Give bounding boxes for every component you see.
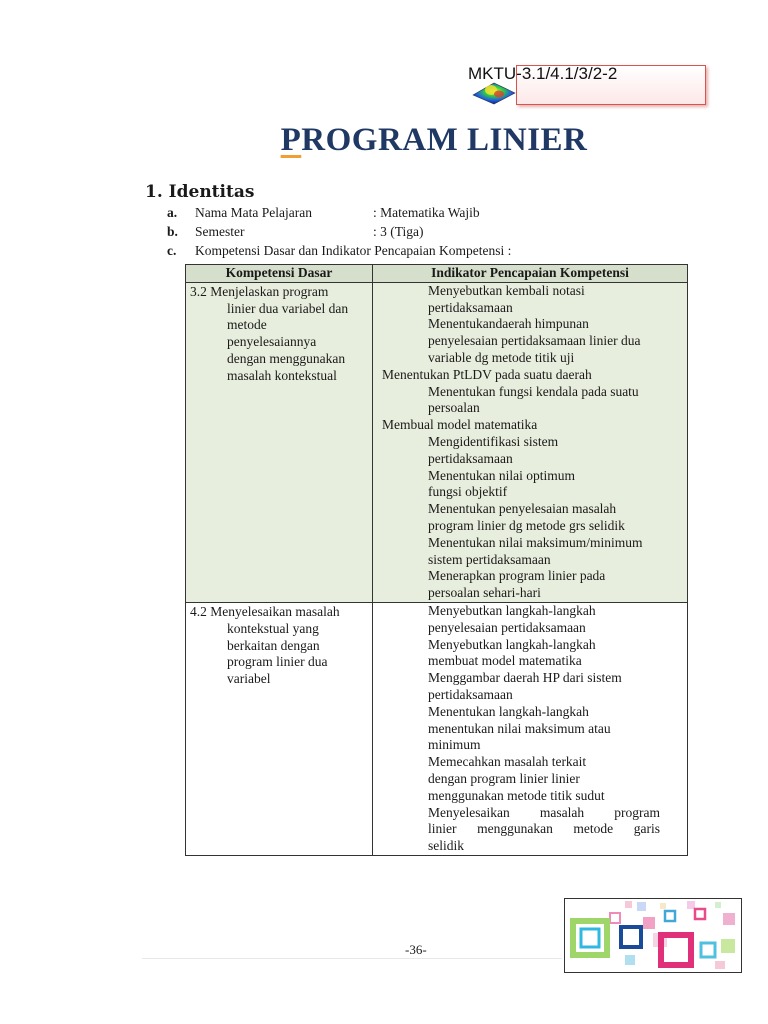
indicator-line: membuat model matematika xyxy=(428,653,582,669)
indicator-line: Menyebutkan kembali notasi xyxy=(428,282,585,298)
indicator-line: menggunakan metode titik sudut xyxy=(428,787,605,803)
indicator-line: Menentukandaerah himpunan xyxy=(428,316,589,332)
indicator-line: pertidaksamaan xyxy=(428,450,513,466)
kd-line: metode xyxy=(227,317,267,333)
identity-item-b xyxy=(167,224,424,240)
indicator-line: dengan program linier linier xyxy=(428,770,580,786)
table-row xyxy=(186,602,688,855)
item-letter: b. xyxy=(167,224,178,239)
footer-divider xyxy=(142,958,562,959)
indicator-line: variable dg metode titik uji xyxy=(428,349,575,365)
item-label: Nama Mata Pelajaran xyxy=(195,205,312,220)
section-heading: 1. Identitas xyxy=(145,182,255,202)
indicator-cell xyxy=(373,602,688,855)
indicator-line: Menyebutkan langkah-langkah xyxy=(428,602,596,618)
indicator-line: pertidaksamaan xyxy=(428,299,513,315)
indicator-line: Menerapkan program linier pada xyxy=(428,568,606,584)
document-code: MKTU-3.1/4.1/3/2-2 xyxy=(468,64,618,83)
item-letter: c. xyxy=(167,243,177,258)
indicator-line: selidik xyxy=(428,838,464,854)
identity-item-c xyxy=(167,243,511,259)
kd-line: 4.2 Menyelesaikan masalah xyxy=(190,603,340,619)
indicator-line: Menentukan nilai maksimum/minimum xyxy=(428,534,643,550)
indicator-line: Menyelesaikan masalah program xyxy=(428,804,660,820)
indicator-line: Membual model matematika xyxy=(382,417,538,433)
kd-cell xyxy=(186,602,373,855)
indicator-line: penyelesaian pertidaksamaan linier dua xyxy=(428,333,641,349)
page-number: -36- xyxy=(405,942,427,957)
indicator-line: Mengidentifikasi sistem xyxy=(428,433,559,449)
kd-line: linier dua variabel dan xyxy=(227,300,349,316)
indicator-line: menentukan nilai maksimum atau xyxy=(428,720,611,736)
kd-line: program linier dua xyxy=(227,654,328,670)
indicator-line: minimum xyxy=(428,737,481,753)
indicator-cell xyxy=(373,282,688,602)
title-first-letter: P xyxy=(280,122,302,158)
indicator-line: Menyebutkan langkah-langkah xyxy=(428,636,596,652)
kd-line: penyelesaiannya xyxy=(227,334,317,350)
header-kompetensi-dasar: Kompetensi Dasar xyxy=(186,265,373,283)
indicator-line: Memecahkan masalah terkait xyxy=(428,754,587,770)
indicator-line: pertidaksamaan xyxy=(428,686,513,702)
indicator-line: program linier dg metode grs selidik xyxy=(428,517,625,533)
identity-item-a xyxy=(167,205,480,221)
page-title xyxy=(0,122,768,159)
indicator-line: Menentukan fungsi kendala pada suatu xyxy=(428,383,639,399)
item-value: : Matematika Wajib xyxy=(373,205,480,220)
indicator-line: persoalan sehari-hari xyxy=(428,585,541,601)
decorative-squares-icon xyxy=(564,898,742,973)
indicator-line: Menentukan PtLDV pada suatu daerah xyxy=(382,366,592,382)
indicator-line: fungsi objektif xyxy=(428,484,508,500)
kd-line: berkaitan dengan xyxy=(227,637,320,653)
item-label: Kompetensi Dasar dan Indikator Pencapaian Kompetensi : xyxy=(195,243,512,258)
indicator-line: linier menggunakan metode garis xyxy=(428,821,660,837)
item-letter: a. xyxy=(167,205,178,220)
kd-line: dengan menggunakan xyxy=(227,350,346,366)
indicator-line: penyelesaian pertidaksamaan xyxy=(428,619,586,635)
indicator-line: persoalan xyxy=(428,400,480,416)
kd-line: masalah kontekstual xyxy=(227,367,337,383)
item-label: Semester xyxy=(195,224,245,239)
indicator-line: sistem pertidaksamaan xyxy=(428,551,551,567)
table-row xyxy=(186,282,688,602)
indicator-line: Menggambar daerah HP dari sistem xyxy=(428,670,622,686)
kd-cell xyxy=(186,282,373,602)
header-indikator: Indikator Pencapaian Kompetensi xyxy=(373,265,688,283)
kd-line: kontekstual yang xyxy=(227,620,319,636)
kd-line: variabel xyxy=(227,671,271,687)
item-value: : 3 (Tiga) xyxy=(373,224,424,239)
kd-line: 3.2 Menjelaskan program xyxy=(190,283,329,299)
indicator-line: Menentukan langkah-langkah xyxy=(428,703,589,719)
indicator-line: Menentukan penyelesaian masalah xyxy=(428,501,617,517)
competency-table xyxy=(185,264,688,856)
indicator-line: Menentukan nilai optimum xyxy=(428,467,575,483)
table-header-row xyxy=(186,265,688,283)
title-rest: ROGRAM LINIER xyxy=(301,122,588,158)
